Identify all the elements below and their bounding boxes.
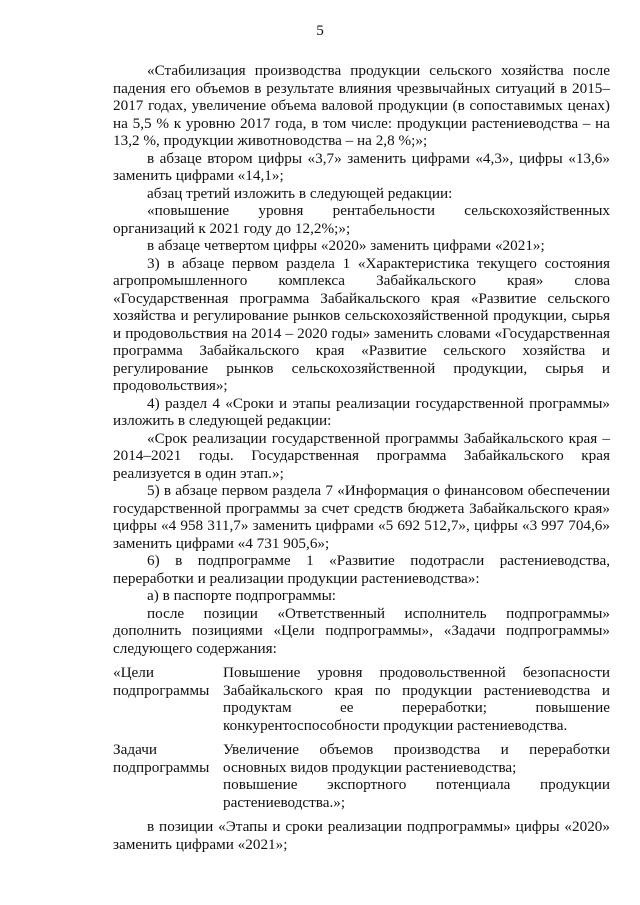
tasks-table-row <box>113 741 610 811</box>
paragraph: а) в паспорте подпрограммы: <box>147 587 336 604</box>
paragraph: 4) раздел 4 «Сроки и этапы реализации государственной программы» изложить в следующей редакции: <box>113 394 610 429</box>
page-number: 5 <box>316 22 324 39</box>
goals-term: «Цели подпрограммы <box>113 664 210 699</box>
tasks-definition-line: Увеличение объемов производства и переработки основных видов продукции растениеводства; <box>223 741 610 776</box>
paragraph: 3) в абзаце первом раздела 1 «Характеристика текущего состояния агропромышленного комплекса Забайкальского края» слова «Государственная программа Забайкальского края «Развитие сельского хозяйства и регулирование рынков сельскохозяйственной продукции, сырья и продовольствия на 2014 – 2020 годы» заменить словами «Государственная программа Забайкальского края «Развитие сельского хозяйства и регулирование рынков сельскохозяйственной продукции, сырья и продовольствия»; <box>113 254 610 394</box>
document-body <box>113 62 610 853</box>
paragraph: 6) в подпрограмме 1 «Развитие подотрасли растениеводства, переработки и реализации продукции растениеводства»: <box>113 552 610 587</box>
goals-table-row <box>113 664 610 734</box>
tasks-definition-line: повышение экспортного потенциала продукции растениеводства.»; <box>223 776 610 811</box>
tasks-term: Задачи подпрограммы <box>113 741 210 776</box>
paragraph: в позиции «Этапы и сроки реализации подпрограммы» цифры «2020» заменить цифрами «2021»; <box>113 818 610 853</box>
paragraph: «Срок реализации государственной программы Забайкальского края – 2014–2021 годы. Государственная программа Забайкальского края реализуется в один этап.»; <box>113 429 610 482</box>
paragraph: «повышение уровня рентабельности сельскохозяйственных организаций к 2021 году до 12,2%;»; <box>113 202 610 237</box>
paragraph: 5) в абзаце первом раздела 7 «Информация о финансовом обеспечении государственной программы за счет средств бюджета Забайкальского края» цифры «4 958 311,7» заменить цифрами «5 692 512,7», цифры «3 997 704,6» заменить цифрами «4 731 905,6»; <box>113 482 610 552</box>
tasks-definition <box>223 741 610 811</box>
goals-definition: Повышение уровня продовольственной безопасности Забайкальского края по продукции растениеводства и продуктам ее переработки; повышение конкурентоспособности продукции растениеводства. <box>223 664 610 734</box>
paragraph: «Стабилизация производства продукции сельского хозяйства после падения его объемов в результате влияния чрезвычайных ситуаций в 2015–2017 годах, увеличение объема валовой продукции (в сопоставимых ценах) на 5,5 % к уровню 2017 года, в том числе: продукции растениеводства – на 13,2 %, продукции животноводства – на 2,8 %;»; <box>113 62 610 149</box>
paragraph: в абзаце втором цифры «3,7» заменить цифрами «4,3», цифры «13,6» заменить цифрами «14,1»; <box>113 149 610 184</box>
paragraph: после позиции «Ответственный исполнитель подпрограммы» дополнить позициями «Цели подпрограммы», «Задачи подпрограммы» следующего содержания: <box>113 604 610 657</box>
paragraph: в абзаце четвертом цифры «2020» заменить цифрами «2021»; <box>147 237 545 254</box>
paragraph: абзац третий изложить в следующей редакции: <box>147 184 453 202</box>
